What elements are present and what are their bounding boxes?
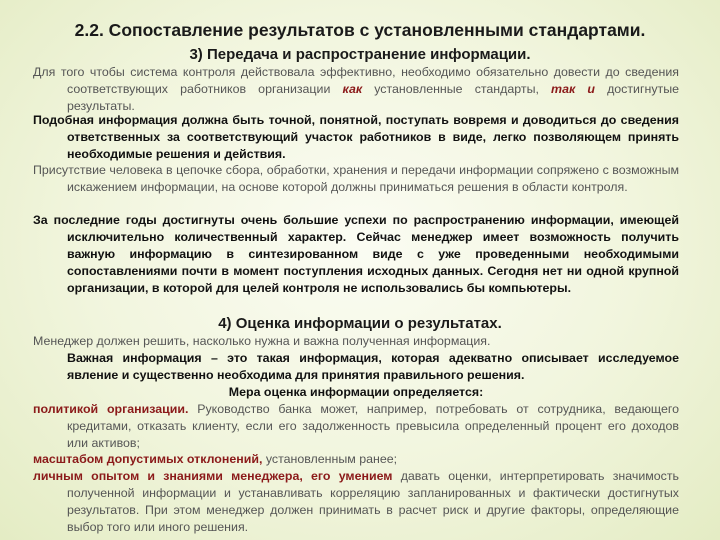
p1-emph-kak: как [342, 81, 363, 96]
p9-emph: масштабом допустимых отклонений, [33, 452, 263, 466]
p10-emph: личным опытом и знаниями менеджера, его умением [33, 469, 393, 483]
paragraph-7: Мера оценка информации определяется: [228, 385, 484, 399]
paragraph-1 [33, 64, 679, 115]
p8-text: Руководство банка может, например, потребовать от сотрудника, ведающего кредитами, отказать клиенту, если его задолженность превысила определенный процент его доходов или активов; [67, 402, 679, 450]
paragraph-4: За последние годы достигнуты очень большие успехи по распространению информации, имеющей исключительно количественный характер. Сейчас менеджер имеет возможность получить важную информацию в синтезированном виде с уже проведенными необходимыми сопоставлениями почти в момент поступления исходных данных. Сегодня нет ни одной крупной организации, в которой для целей контроля не использовались бы компьютеры. [33, 213, 679, 295]
paragraph-5: Менеджер должен решить, насколько нужна и важна полученная информация. [33, 334, 491, 348]
slide-title: 2.2. Сопоставление результатов с установленными стандартами. [74, 20, 646, 40]
paragraph-9 [33, 451, 679, 468]
section-4-heading: 4) Оценка информации о результатах. [218, 315, 502, 332]
paragraph-2: Подобная информация должна быть точной, понятной, поступать вовремя и доводиться до сведения ответственных за соответствующий участок работников в виде, легко позволяющем принять необходимые решения и действия. [33, 113, 679, 161]
paragraph-3: Присутствие человека в цепочке сбора, обработки, хранения и передачи информации сопряжено с возможным искажением информации, на основе которой должны приниматься решения в области контроля. [33, 163, 679, 194]
p9-text: установленным ранее; [262, 452, 398, 466]
paragraph-8 [33, 401, 679, 452]
p1-text-a: Для того чтобы система контроля действовала эффективно, необходимо обязательно довести до сведения соответствующих работников организации [33, 65, 679, 96]
section-3-heading: 3) Передача и распространение информации. [189, 46, 531, 63]
p1-emph-tak: так и [551, 81, 595, 96]
paragraph-6: Важная информация – это такая информация, которая адекватно описывает исследуемое явление и существенно необходима для принятия правильного решения. [67, 351, 679, 382]
p1-text-c: установленные стандарты, [362, 81, 552, 96]
p1-text-e: достигнутые результаты. [67, 81, 680, 113]
p8-emph: политикой организации. [33, 402, 189, 416]
paragraph-10 [33, 468, 679, 536]
p10-text: давать оценки, интерпретировать значимость полученной информации и устанавливать корреляцию запланированных и фактически достигнутых результатов. При этом менеджер должен принимать в расчет риск и другие факторы, определяющие выбор того или иного решения. [67, 469, 679, 534]
